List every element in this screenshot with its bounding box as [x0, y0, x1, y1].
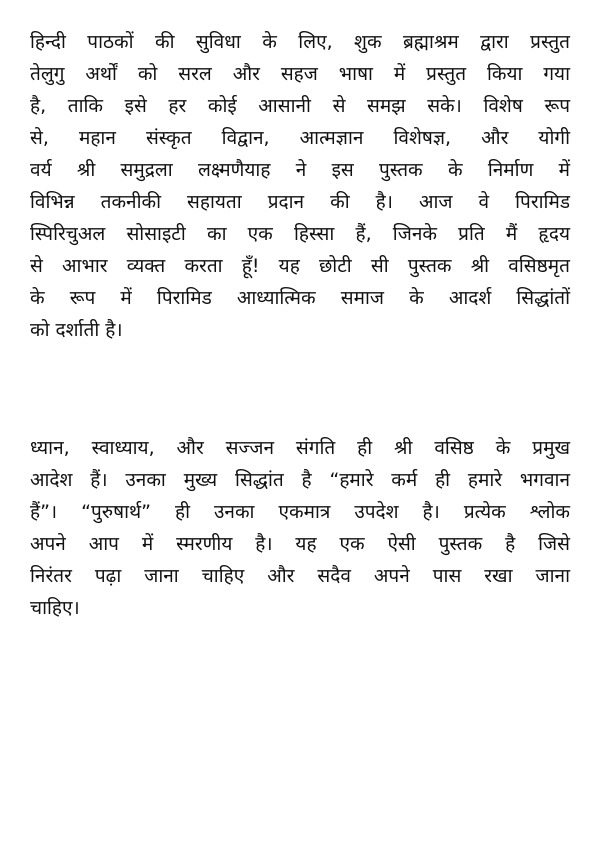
text-line-last: चाहिए।	[30, 597, 80, 619]
text-line: हैं”। “पुरुषार्थ” ही उनका एकमात्र उपदेश है। प्रत्येक श्लोक	[30, 501, 570, 523]
text-line: स्पिरिचुअल सोसाइटी का एक हिस्सा हैं, जिनके प्रति मैं हृदय	[30, 223, 570, 245]
text-line-last: को दर्शाती है।	[30, 319, 123, 341]
text-line: निरंतर पढ़ा जाना चाहिए और सदैव अपने पास रखा जाना	[30, 565, 570, 587]
text-line: के रूप में पिरामिड आध्यात्मिक समाज के आदर्श सिद्धांतों	[30, 287, 570, 309]
text-line: तेलुगु अर्थों को सरल और सहज भाषा में प्रस्तुत किया गया	[30, 63, 570, 85]
text-line: हिन्दी पाठकों की सुविधा के लिए, शुक ब्रह्माश्रम द्वारा प्रस्तुत	[30, 31, 570, 53]
text-line: अपने आप में स्मरणीय है। यह एक ऐसी पुस्तक है जिसे	[30, 533, 570, 555]
text-line: विभिन्न तकनीकी सहायता प्रदान की है। आज वे पिरामिड	[30, 191, 570, 213]
text-line: वर्य श्री समुद्रला लक्ष्मणैयाह ने इस पुस्तक के निर्माण में	[30, 159, 570, 181]
text-line: से, महान संस्कृत विद्वान, आत्मज्ञान विशेषज्ञ, और योगी	[30, 127, 570, 149]
paragraph-acknowledgement	[30, 26, 570, 346]
text-line: ध्यान, स्वाध्याय, और सज्जन संगति ही श्री वसिष्ठ के प्रमुख	[30, 437, 570, 459]
text-line: से आभार व्यक्त करता हूँ! यह छोटी सी पुस्तक श्री वसिष्ठमृत	[30, 255, 570, 277]
text-line: है, ताकि इसे हर कोई आसानी से समझ सके। विशेष रूप	[30, 95, 570, 117]
text-line: आदेश हैं। उनका मुख्य सिद्धांत है “हमारे कर्म ही हमारे भगवान	[30, 469, 570, 491]
paragraph-teachings	[30, 432, 570, 624]
